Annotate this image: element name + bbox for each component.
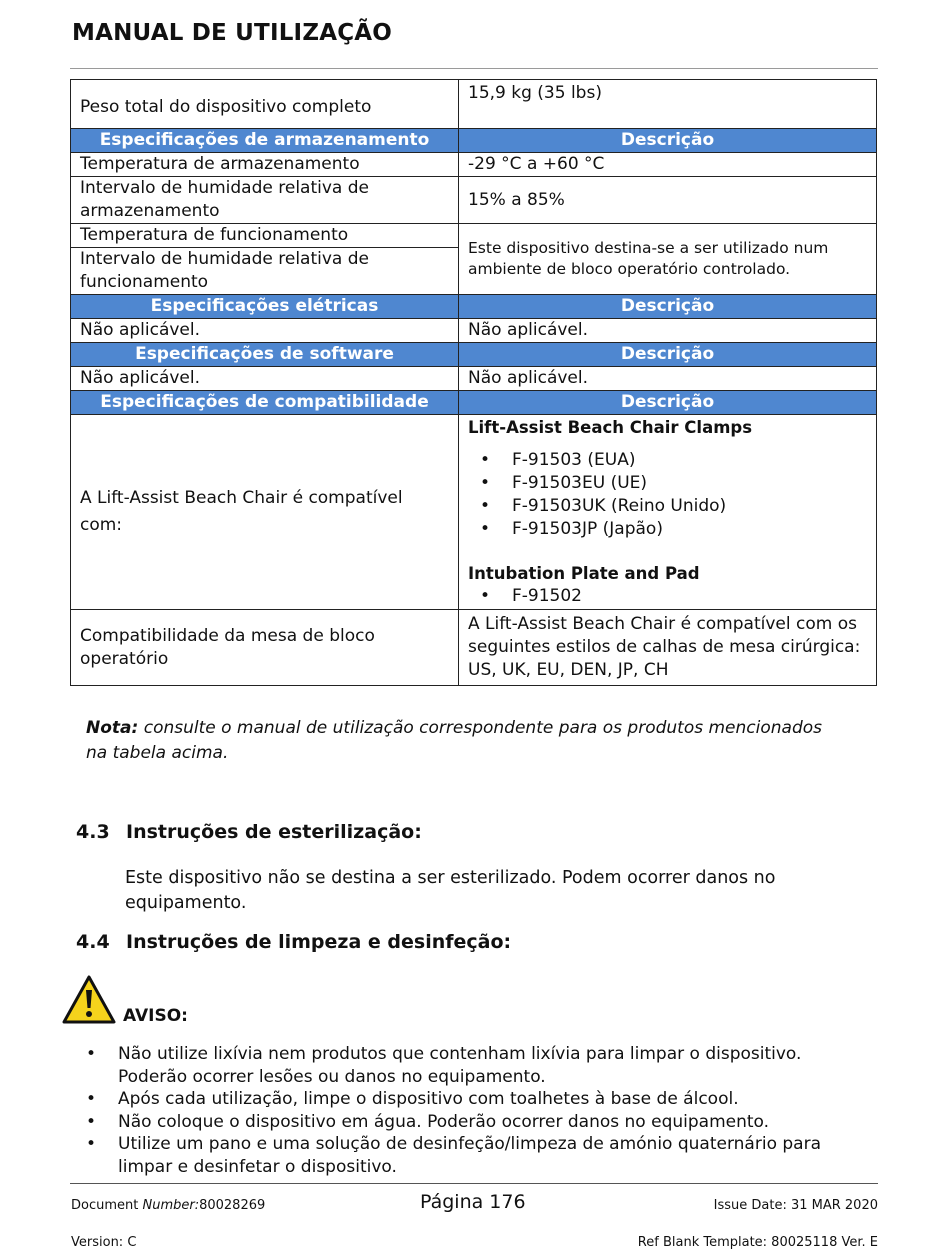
storage-humidity-label: Intervalo de humidade relativa de armazenamento: [71, 177, 459, 224]
bullet-dot-icon: •: [86, 1044, 97, 1064]
clamps-list: [468, 449, 867, 541]
storage-humidity-value: 15% a 85%: [459, 177, 877, 224]
note-text: consulte o manual de utilização correspondente para os produtos mencionados na tabela acima.: [86, 718, 822, 763]
electrical-header: Especificações elétricas: [71, 295, 459, 319]
note-label: Nota:: [86, 718, 139, 738]
storage-header: Especificações de armazenamento: [71, 129, 459, 153]
table-note: [86, 716, 826, 766]
operating-value: Este dispositivo destina-se a ser utilizado num ambiente de bloco operatório controlado.: [459, 224, 877, 295]
electrical-label: Não aplicável.: [71, 319, 459, 343]
bullet-dot-icon: •: [480, 496, 491, 516]
section-heading-4-3: [76, 821, 422, 843]
bullet-dot-icon: •: [86, 1134, 97, 1154]
table-compat-label: Compatibilidade da mesa de bloco operatório: [71, 610, 459, 686]
list-item: [468, 495, 867, 518]
table-row: [71, 80, 877, 129]
bullet-dot-icon: •: [480, 519, 491, 539]
doc-number-italic: Number:: [142, 1198, 200, 1213]
clamp-item: F-91503UK (Reino Unido): [512, 496, 727, 516]
document-title: MANUAL DE UTILIZAÇÃO: [72, 20, 393, 46]
warning-triangle-icon: [62, 975, 116, 1025]
plate-item: F-91502: [512, 586, 582, 606]
list-item: [468, 472, 867, 495]
software-header: Especificações de software: [71, 343, 459, 367]
table-row: [71, 610, 877, 686]
warning-label: AVISO:: [123, 1006, 188, 1026]
header-divider: [70, 68, 878, 69]
operating-humidity-label: Intervalo de humidade relativa de funcionamento: [71, 248, 459, 295]
list-item: [468, 449, 867, 472]
table-header-row: [71, 295, 877, 319]
compatibility-header: Especificações de compatibilidade: [71, 391, 459, 415]
section-title: Instruções de limpeza e desinfeção:: [126, 931, 512, 953]
description-header: Descrição: [459, 129, 877, 153]
table-row: [71, 415, 877, 610]
doc-number-label: Document: [71, 1198, 143, 1213]
software-label: Não aplicável.: [71, 367, 459, 391]
warning-item: Após cada utilização, limpe o dispositivo com toalhetes à base de álcool.: [118, 1089, 739, 1109]
list-item: [84, 1088, 874, 1111]
description-header: Descrição: [459, 391, 877, 415]
warning-item: Não coloque o dispositivo em água. Poderão ocorrer danos no equipamento.: [118, 1111, 770, 1132]
bullet-dot-icon: •: [86, 1111, 97, 1132]
table-header-row: [71, 129, 877, 153]
electrical-value: Não aplicável.: [459, 319, 877, 343]
issue-date: Issue Date: 31 MAR 2020: [713, 1198, 878, 1213]
weight-label: Peso total do dispositivo completo: [71, 80, 459, 129]
storage-temp-label: Temperatura de armazenamento: [71, 153, 459, 177]
table-row: [71, 224, 877, 248]
storage-temp-value: -29 °C a +60 °C: [459, 153, 877, 177]
clamps-title: Lift-Assist Beach Chair Clamps: [468, 418, 753, 437]
table-row: [71, 177, 877, 224]
table-header-row: [71, 343, 877, 367]
plate-title: Intubation Plate and Pad: [468, 564, 700, 583]
specifications-table: [70, 79, 877, 686]
compatibility-value: [459, 415, 877, 610]
footer-divider: [70, 1183, 878, 1184]
bullet-dot-icon: •: [480, 450, 491, 470]
software-value: Não aplicável.: [459, 367, 877, 391]
warning-item: Utilize um pano e uma solução de desinfeção/limpeza de amónio quaternário para limpar e desinfetar o dispositivo.: [118, 1134, 821, 1177]
list-item: [84, 1133, 874, 1178]
list-item: [84, 1111, 874, 1134]
section-number: 4.3: [76, 821, 110, 843]
warning-list: [84, 1043, 874, 1178]
table-row: [71, 319, 877, 343]
table-row: [71, 153, 877, 177]
list-item: [84, 1043, 874, 1088]
plate-list: [468, 585, 867, 608]
compatibility-label: A Lift-Assist Beach Chair é compatível com:: [71, 415, 459, 610]
clamp-item: F-91503 (EUA): [512, 450, 636, 470]
warning-item: Não utilize lixívia nem produtos que contenham lixívia para limpar o dispositivo. Poderão ocorrer lesões ou danos no equipamento.: [118, 1044, 802, 1087]
description-header: Descrição: [459, 295, 877, 319]
clamp-item: F-91503JP (Japão): [512, 519, 663, 539]
table-compat-value: A Lift-Assist Beach Chair é compatível com os seguintes estilos de calhas de mesa cirúrgica: US, UK, EU, DEN, JP, CH: [459, 610, 877, 686]
operating-temp-label: Temperatura de funcionamento: [71, 224, 459, 248]
sterilization-text: Este dispositivo não se destina a ser esterilizado. Podem ocorrer danos no equipamento.: [125, 868, 776, 913]
list-item: [468, 518, 867, 541]
page-number: Página 176: [420, 1191, 526, 1213]
bullet-dot-icon: •: [86, 1089, 97, 1109]
template-reference: Ref Blank Template: 80025118 Ver. E: [637, 1235, 878, 1250]
clamp-item: F-91503EU (UE): [512, 473, 648, 493]
table-header-row: [71, 391, 877, 415]
bullet-dot-icon: •: [480, 473, 491, 493]
version: Version: C: [71, 1235, 137, 1250]
doc-number-value: 80028269: [199, 1198, 266, 1213]
description-header: Descrição: [459, 343, 877, 367]
weight-value: 15,9 kg (35 lbs): [459, 80, 877, 129]
list-item: [468, 585, 867, 608]
document-number: [71, 1198, 265, 1213]
table-row: [71, 367, 877, 391]
section-title: Instruções de esterilização:: [126, 821, 422, 843]
bullet-dot-icon: •: [480, 586, 491, 606]
section-heading-4-4: [76, 931, 511, 953]
section-number: 4.4: [76, 931, 110, 953]
